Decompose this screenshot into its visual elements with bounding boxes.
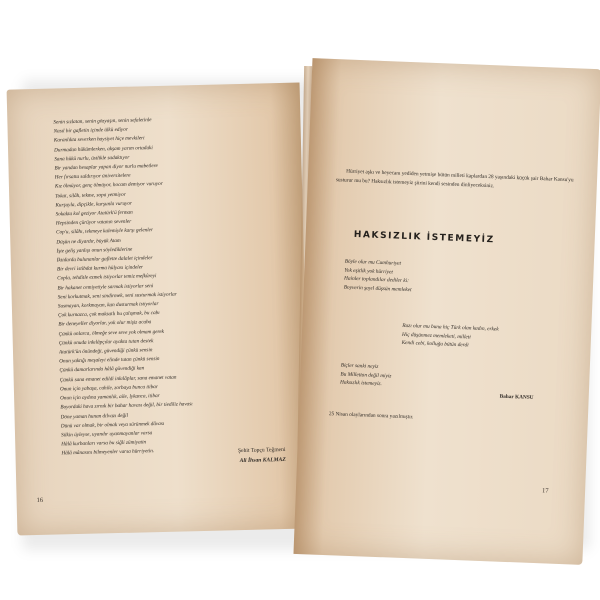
poem-author: Bahar KANSU [499, 393, 534, 401]
poem-line: Sana hükü nurlu, üstlikle sadaktıyor [54, 154, 130, 163]
poem-line: Kurşuyla, dipçikle, kurşunla vuruyor [55, 200, 133, 209]
stanza-3 [340, 361, 392, 389]
poem-line: Copla, tehditle ezmek istiyorlar temiz mefkûreyi [57, 273, 157, 282]
poem-line: İşte geliş yanlışı onun söylediklerine [56, 246, 133, 255]
stanza-line: Böyle olur mu Cumhuriyet [344, 258, 402, 267]
page-number-right: 17 [541, 487, 549, 495]
signature-rank: Şehit Topçu Teğmeni [237, 446, 286, 455]
poem-line: Bir deneyeller diyorlar, yok olur mişiz acaba [58, 319, 152, 328]
poem-line: Dünü var olmak, bir olmak veya sürünmek dâvası [60, 420, 165, 430]
poem-line: Çünkü sana emanet edildi inkılâplar, sana emanet vatan [59, 374, 177, 384]
poem-line: Atatürk'ün önündeği, güvendiği çünkü sensin [58, 347, 153, 356]
poem-line: Çünkü onlarca, ölmeğe seve seve yok olmam gerek [58, 328, 164, 338]
poem-line: Düşün ne diyardır, büyük Atam [56, 237, 121, 246]
poem-line: Cop'u, silâhı, tekmeye kalemiyle karşı gelenler [56, 227, 154, 236]
stanza-line: Boyverin şayıl düşsün memleket [343, 284, 412, 293]
stanza-line: Haksızlık istemeyiz. [339, 379, 382, 388]
poem-line: Susmayan, korkmayan, kan dusturmak istiyorlar [57, 301, 159, 310]
poem-title: HAKSIZLIK İSTEMEYİZ [353, 229, 495, 246]
poem-line: Hâlâ mânasını bilmeyenler varsa hürriyetin. [61, 448, 155, 457]
poem-line: Hepsinden çürüyor vatanın sevenler [55, 218, 132, 227]
signature-block [185, 445, 285, 467]
footnote: 25 Nisan olaylarından sonra yazılmıştır. [328, 411, 414, 421]
poem-line: Döne yaman hunan dilvazı değil [60, 412, 129, 420]
poem-line: Çünkü damarlarında hâlâ güvendiği kan [59, 365, 145, 374]
poem-line: Kız ölmüyor, genç ölmüyor, hocam demiyor vuruyor [54, 181, 163, 190]
stanza-line: Yok eşitlik yok hürriyet [344, 267, 393, 276]
poem-line: Her fırsatta saldırıyor üniversitelere [54, 172, 131, 181]
poem-line: Nasıl bir gafletin içinde ülkü ediyor [53, 126, 128, 135]
poem-line: Durmadan hükümlerken, akşam yarım ortadaki [54, 144, 153, 154]
right-page [293, 58, 600, 565]
poem-line: Onun için yabaşa, cahile, zorbaya bunca itibar [59, 383, 158, 393]
poem-line: Çünkü onuda inkılâpçılar ayakta tutan destek [58, 338, 154, 347]
intro-paragraph: Hürriyet aşkı ve heyecanı yediden yetmişe bütün milleti kaplardan 28 yaşındaki küçük şair Bahar Kansu'yu susturur mu bu? Haksızlık istemeyiz şiirini kendi sesinden dinliyeceksiniz. [335, 168, 574, 189]
stanza-1 [344, 258, 413, 295]
left-page [7, 82, 311, 535]
poem-line: Bir devri istibdat kurma hülyası içindeler [56, 264, 144, 273]
page-number-left: 16 [36, 496, 44, 505]
poem-line: Onun yaktığı meşaleyi elinde tutan çünkü sensin [59, 356, 160, 365]
poem-line: Hâlâ kurbanları varsa bu siğli zümiyatin [61, 439, 147, 448]
poem-line: Silkin üyleyse, uyandır uyanmayanlar varsa [60, 430, 153, 439]
poem-line: Karanlıkta severken haysiyet hiçe mevkileri [53, 135, 145, 144]
stanza-line: Kendi cebi, kolluğu bütün derdi [401, 340, 469, 349]
poem-line: Çok kurnazca, çok maksatlı bu çalışmak, bu cabı [58, 310, 160, 319]
signature-name: Ali İhsan KALMAZ [239, 456, 286, 465]
poem-line: Sokakta kol geziyor Atatürk'ü ferman [55, 209, 133, 218]
stanza-2 [401, 322, 498, 351]
poem-line: İktidarda bulunanlar gaflette dalalet içindeler [56, 255, 153, 264]
stanza-line: Hiç düşünmez memleketi, milleti [401, 331, 471, 341]
poem-line: Boyordaki hava zırnık bir bahar havası değil, bir tiediliz havası [60, 401, 193, 411]
poem-line: Onun için aydına yamanlık, aile, lykanca, itibar [60, 393, 160, 402]
poem-line: Senin sızlatan, senin gözyaşın, senin sefaletinle [53, 117, 152, 126]
stanza-line: Razı olur mu buna hiç Türk olan kadın, erkek [402, 322, 499, 333]
stanza-line: Biçler sanki neyiz [340, 362, 379, 370]
poem-line: Bir hakanet cemiyetiyle sarmak istiyorlar seni [57, 282, 154, 292]
stanza-line: Bu Millettan değil miyiz [340, 371, 392, 380]
poem-line: Bir yandan hesaplar yapan diyor nurlu mabetlere [54, 162, 158, 172]
stanza-line: Hainler toplandılar dediler ki: [343, 275, 410, 285]
left-poem [53, 113, 291, 459]
poem-line: Seni korkutmak, seni sindirmek, seni susturmak istiyorlar [57, 291, 177, 301]
poem-line: Tokat, silâh, tekme, sopa yetmiyor [55, 191, 126, 200]
